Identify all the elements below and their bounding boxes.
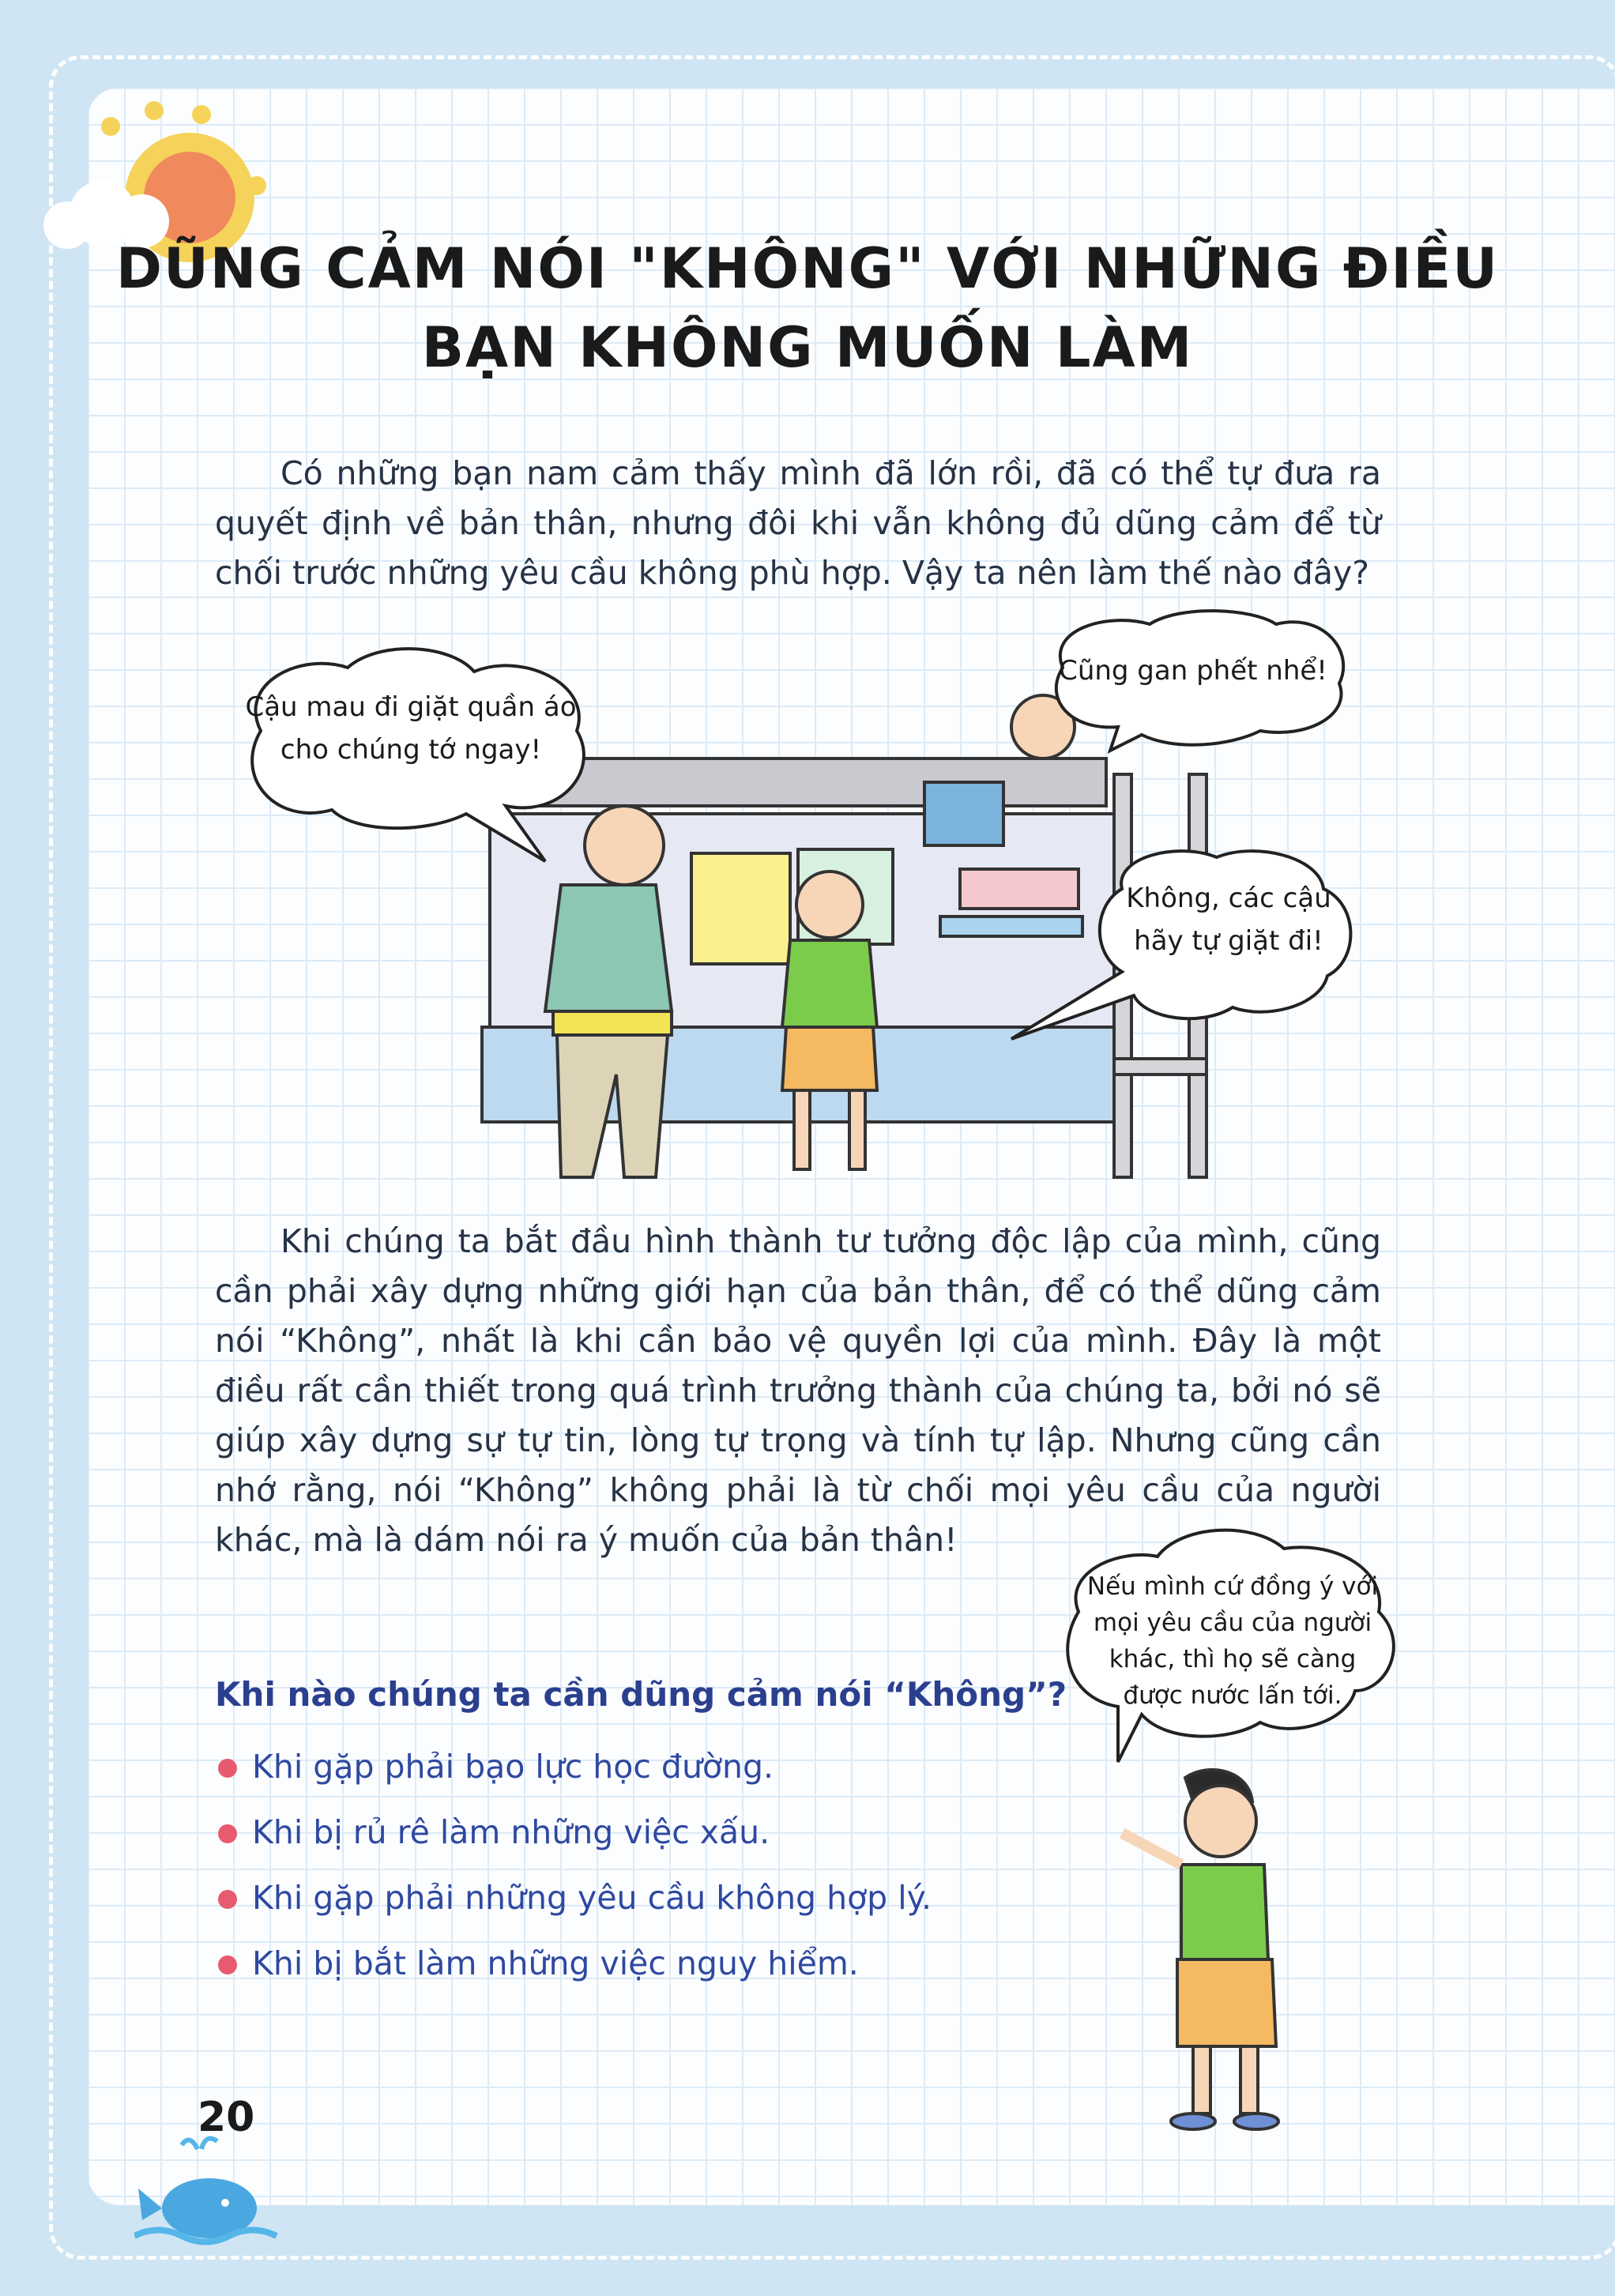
body-text: Khi chúng ta bắt đầu hình thành tư tưởng độc lập của mình, cũng cần phải xây dựng những giới hạn của bản thân, để có thể dũng cảm nói “Không”, nhất là khi cần bảo vệ quyền lợi của mình. Đây là một điều rất cần thiết trong quá trình trưởng thành của chúng ta, bởi nó sẽ giúp xây dựng sự tự tin, lòng tự trọng và tính tự lập. Nhưng cũng cần nhớ rằng, nói “Không” không phải là từ chối mọi yêu cầu của người khác, mà là dám nói ra ý muốn của bản thân! <box>215 1222 1381 1559</box>
bullet-dot-icon <box>218 1890 237 1909</box>
list-item-text: Khi bị bắt làm những việc nguy hiểm. <box>252 1944 859 1982</box>
intro-paragraph <box>215 449 1381 598</box>
bubble-top-right-text: Cũng gan phết nhể! <box>1059 655 1327 687</box>
bullet-dot-icon <box>218 1955 237 1974</box>
bubble-right-line-2: hãy tự giặt đi! <box>1134 925 1323 957</box>
bubble-left-line-1: Cậu mau đi giặt quần áo <box>245 691 577 723</box>
boy-bubble-line-4: được nước lấn tới. <box>1123 1681 1342 1710</box>
intro-text: Có những bạn nam cảm thấy mình đã lớn rồi, đã có thể tự đưa ra quyết định về bản thân, nhưng đôi khi vẫn không đủ dũng cảm để từ chối trước những yêu cầu không phù hợp. Vậy ta nên làm thế nào đây? <box>215 454 1381 592</box>
boy-illustration <box>1106 1762 1296 2133</box>
page-title <box>0 229 1615 387</box>
boy-bubble-line-3: khác, thì họ sẽ càng <box>1109 1645 1357 1673</box>
list-item <box>215 1873 932 1939</box>
list-item-text: Khi gặp phải bạo lực học đường. <box>252 1748 774 1786</box>
list-item-text: Khi bị rủ rê làm những việc xấu. <box>252 1813 770 1851</box>
bubble-left-text <box>237 686 585 771</box>
boy-bubble-text <box>1063 1568 1402 1714</box>
bullet-list <box>215 1742 932 2004</box>
section-heading: Khi nào chúng ta cần dũng cảm nói “Không”? <box>215 1675 1067 1714</box>
bullet-dot-icon <box>218 1759 237 1778</box>
boy-bubble-line-2: mọi yêu cầu của người <box>1093 1609 1372 1637</box>
page-number: 20 <box>198 2094 255 2141</box>
list-item-text: Khi gặp phải những yêu cầu không hợp lý. <box>252 1879 932 1917</box>
bubble-right-text <box>1110 877 1347 962</box>
list-item <box>215 1742 932 1808</box>
bullet-dot-icon <box>218 1824 237 1843</box>
boy-bubble-line-1: Nếu mình cứ đồng ý với <box>1086 1572 1379 1601</box>
title-line-2: BẠN KHÔNG MUỐN LÀM <box>421 315 1194 380</box>
whale-icon <box>134 2133 284 2252</box>
bubble-left-line-2: cho chúng tớ ngay! <box>280 734 542 766</box>
list-item <box>215 1939 932 2004</box>
title-line-1: DŨNG CẢM NÓI "KHÔNG" VỚI NHỮNG ĐIỀU <box>115 236 1500 301</box>
bubble-right-line-1: Không, các cậu <box>1126 883 1331 914</box>
body-paragraph <box>215 1217 1381 1565</box>
list-item <box>215 1808 932 1873</box>
